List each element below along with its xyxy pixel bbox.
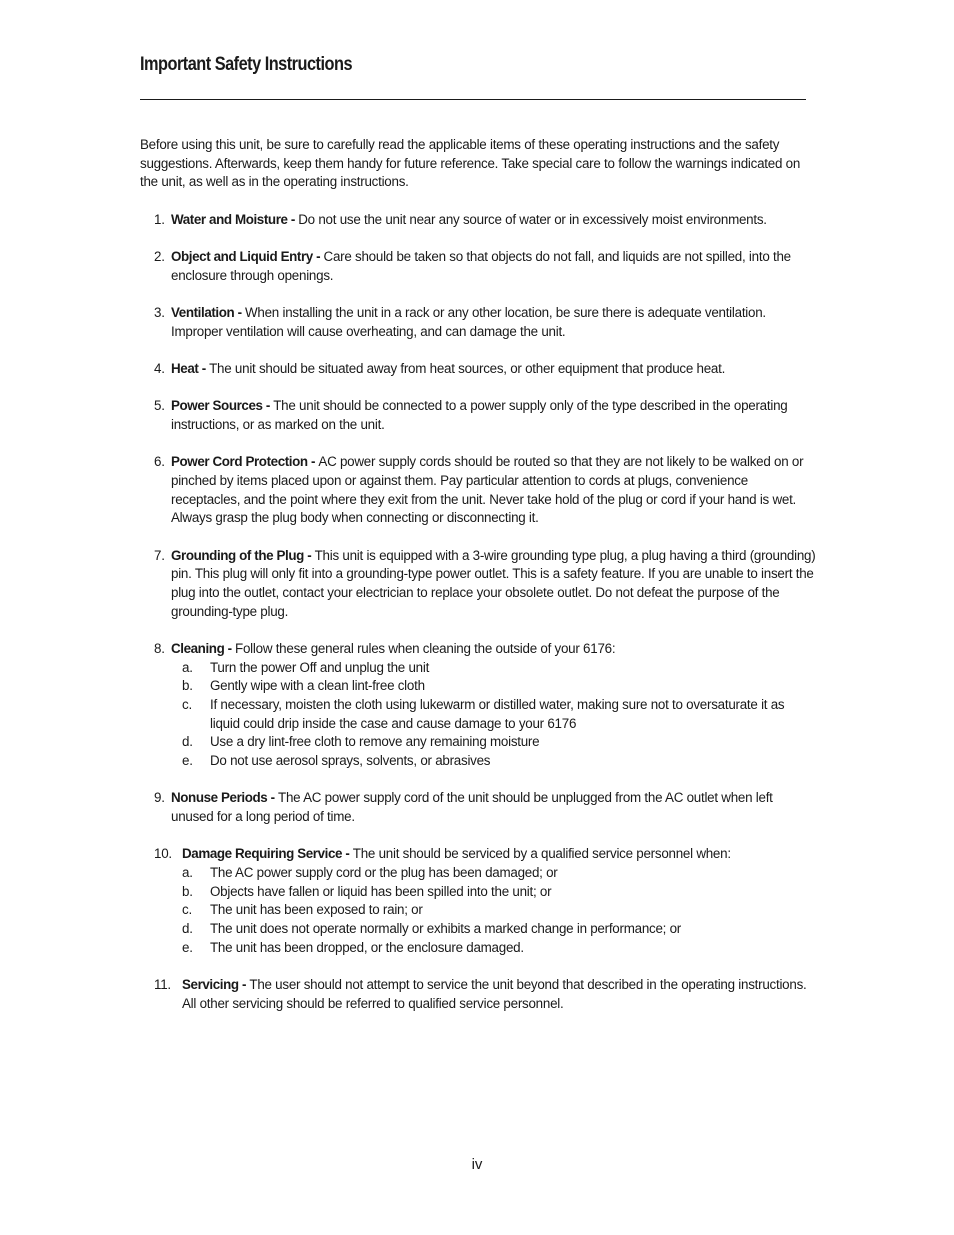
item-term: Heat - xyxy=(171,361,210,377)
safety-instructions-list xyxy=(140,211,816,1013)
item-number: 9. xyxy=(154,790,165,806)
item-term: Water and Moisture - xyxy=(171,212,299,228)
sub-item-text: The AC power supply cord or the plug has been damaged; or xyxy=(210,864,558,880)
sub-item-text: The unit does not operate normally or exhibits a marked change in performance; or xyxy=(210,921,682,936)
sub-item-letter: e. xyxy=(182,753,193,769)
sub-item-text: The unit has been exposed to rain; or xyxy=(210,902,423,918)
item-body xyxy=(182,976,816,1013)
page-content xyxy=(140,136,816,1032)
sub-list-item xyxy=(182,733,816,752)
item-number: 3. xyxy=(154,305,165,321)
item-body xyxy=(171,397,816,434)
item-text: Do not use the unit near any source of water or in excessively moist environments. xyxy=(298,212,767,228)
item-body xyxy=(171,248,816,285)
item-number: 11. xyxy=(154,976,171,992)
sub-item-letter: a. xyxy=(182,864,193,880)
list-item xyxy=(140,640,816,771)
item-term: Servicing - xyxy=(182,976,250,992)
sub-list-item xyxy=(182,901,816,920)
sub-item-text: Gently wipe with a clean lint-free cloth xyxy=(210,678,425,694)
sub-item-text: Turn the power Off and unplug the unit xyxy=(210,659,430,675)
sub-list-item xyxy=(182,677,816,696)
sub-list-item xyxy=(182,920,816,939)
item-text: The unit should be connected to a power supply only of the type described in the operating instructions, or as marked on the unit. xyxy=(171,398,788,433)
sub-list xyxy=(182,864,816,958)
title-rule xyxy=(140,99,806,100)
item-number: 5. xyxy=(154,398,165,414)
list-item xyxy=(140,976,816,1013)
item-body xyxy=(171,789,816,826)
sub-item-text: Use a dry lint-free cloth to remove any remaining moisture xyxy=(210,734,540,750)
item-term: Nonuse Periods - xyxy=(171,790,279,806)
item-term: Object and Liquid Entry - xyxy=(171,249,324,265)
sub-list-item xyxy=(182,939,816,958)
item-text: When installing the unit in a rack or any other location, be sure there is adequate ventilation. Improper ventilation will cause overheating, and can damage the unit. xyxy=(171,305,766,339)
item-body xyxy=(171,547,816,622)
item-text: Follow these general rules when cleaning the outside of your 6176: xyxy=(235,640,616,656)
sub-list-item xyxy=(182,883,816,902)
intro-paragraph: Before using this unit, be sure to carefully read the applicable items of these operating instructions and the safety suggestions. Afterwards, keep them handy for future reference. Take special care to follow the warnings indicated on the unit, as well as in the operating instructions. xyxy=(140,137,801,190)
item-body xyxy=(171,453,816,528)
item-number: 10. xyxy=(154,846,172,862)
item-number: 8. xyxy=(154,640,165,656)
sub-item-letter: c. xyxy=(182,696,192,712)
list-item xyxy=(140,248,816,285)
sub-list-item xyxy=(182,864,816,883)
list-item xyxy=(140,845,816,957)
item-text: AC power supply cords should be routed so that they are not likely to be walked on or pinched by items placed upon or against them. Pay particular attention to cords at plugs, convenience receptacles, and the point where they exit from the unit. Never take hold of the plug or cord if your hand is wet. Always grasp the plug body when connecting or disconnecting it. xyxy=(171,454,804,526)
item-text: The user should not attempt to service the unit beyond that described in the operating instructions. All other servicing should be referred to qualified service personnel. xyxy=(182,976,807,1011)
list-item xyxy=(140,360,816,379)
item-body xyxy=(171,211,816,230)
item-term: Cleaning - xyxy=(171,640,236,656)
sub-item-letter: a. xyxy=(182,659,193,675)
page-title: Important Safety Instructions xyxy=(140,54,353,75)
item-term: Ventilation - xyxy=(171,305,246,321)
list-item xyxy=(140,211,816,230)
item-body xyxy=(182,845,816,864)
item-number: 7. xyxy=(154,547,165,563)
item-body xyxy=(171,304,816,341)
list-item xyxy=(140,304,816,341)
sub-item-letter: d. xyxy=(182,921,193,936)
list-item xyxy=(140,397,816,434)
list-item xyxy=(140,547,816,622)
item-number: 1. xyxy=(154,212,165,228)
item-number: 2. xyxy=(154,249,165,265)
sub-item-letter: b. xyxy=(182,678,193,694)
item-term: Power Cord Protection - xyxy=(171,454,319,470)
item-text: This unit is equipped with a 3-wire grounding type plug, a plug having a third (grounding) pin. This plug will only fit into a grounding-type power outlet. This is a safety feature. If you are unable to insert the plug into the outlet, contact your electrician to replace your obsolete outlet. Do not defeat the purpose of the grounding-type plug. xyxy=(171,547,816,619)
item-text: The AC power supply cord of the unit should be unplugged from the AC outlet when left unused for a long period of time. xyxy=(171,790,773,824)
sub-item-letter: d. xyxy=(182,734,193,750)
item-term: Grounding of the Plug - xyxy=(171,547,315,563)
sub-item-letter: e. xyxy=(182,939,193,955)
item-term: Damage Requiring Service - xyxy=(182,846,353,862)
list-item xyxy=(140,789,816,826)
item-text: The unit should be serviced by a qualified service personnel when: xyxy=(352,846,731,862)
sub-list-item xyxy=(182,696,816,733)
item-body xyxy=(171,640,816,659)
item-number: 6. xyxy=(154,454,165,470)
item-body xyxy=(171,360,816,379)
sub-item-text: If necessary, moisten the cloth using lukewarm or distilled water, making sure not to oversaturate it as liquid could drip inside the case and cause damage to your 6176 xyxy=(210,696,785,731)
sub-list-item xyxy=(182,752,816,771)
sub-item-text: The unit has been dropped, or the enclosure damaged. xyxy=(210,939,524,955)
item-number: 4. xyxy=(154,361,165,377)
page-number: iv xyxy=(471,1156,483,1173)
item-text: The unit should be situated away from heat sources, or other equipment that produce heat. xyxy=(209,361,726,377)
item-text: Care should be taken so that objects do not fall, and liquids are not spilled, into the enclosure through openings. xyxy=(171,249,791,284)
list-item xyxy=(140,453,816,528)
sub-item-text: Do not use aerosol sprays, solvents, or abrasives xyxy=(210,753,491,769)
sub-item-letter: c. xyxy=(182,902,192,918)
sub-item-text: Objects have fallen or liquid has been spilled into the unit; or xyxy=(210,883,552,899)
sub-list-item xyxy=(182,659,816,678)
sub-list xyxy=(182,659,816,771)
sub-item-letter: b. xyxy=(182,883,193,899)
item-term: Power Sources - xyxy=(171,398,274,414)
